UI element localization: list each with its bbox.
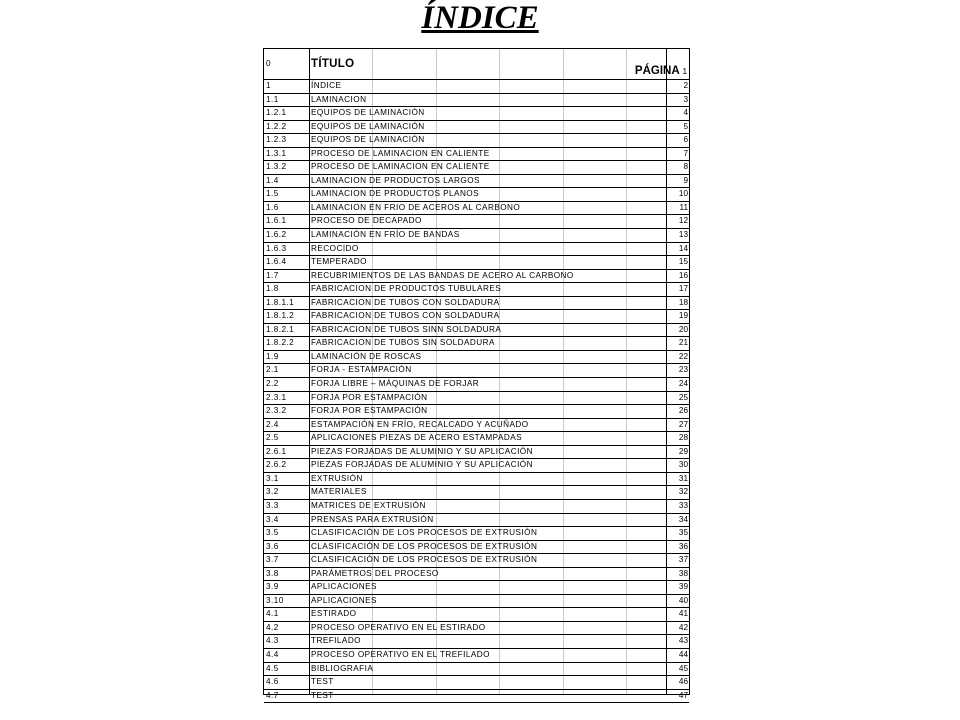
row-number: 1.6.4 — [264, 256, 309, 270]
table-row — [264, 296, 689, 310]
row-number: 1.6.1 — [264, 215, 309, 229]
row-title: TEST — [309, 676, 666, 690]
row-page: 42 — [666, 621, 689, 635]
table-row — [264, 499, 689, 513]
row-number: 1.6.2 — [264, 229, 309, 243]
header-page-cell — [634, 49, 689, 80]
row-page: 4 — [666, 107, 689, 121]
row-number: 1.8 — [264, 283, 309, 297]
table-row — [264, 283, 689, 297]
table-row — [264, 269, 689, 283]
row-page: 27 — [666, 418, 689, 432]
table-row — [264, 134, 689, 148]
row-number: 1.6 — [264, 201, 309, 215]
table-row — [264, 391, 689, 405]
row-page: 2 — [666, 80, 689, 94]
row-title: EQUIPOS DE LAMINACIÓN — [309, 120, 666, 134]
row-title: PROCESO DE LAMINACION EN CALIENTE — [309, 147, 666, 161]
table-row — [264, 581, 689, 595]
row-number: 3.6 — [264, 540, 309, 554]
row-number: 1.3.2 — [264, 161, 309, 175]
page-title: ÍNDICE — [421, 0, 539, 36]
row-title: ÍNDICE — [309, 80, 666, 94]
row-number: 2.5 — [264, 432, 309, 446]
row-page: 21 — [666, 337, 689, 351]
table-row — [264, 418, 689, 432]
row-title: EXTRUSIÓN — [309, 472, 666, 486]
table-row — [264, 215, 689, 229]
table-row — [264, 567, 689, 581]
row-title: LAMINACIÓN EN FRÍO DE BANDAS — [309, 229, 666, 243]
table-row — [264, 188, 689, 202]
table-row — [264, 432, 689, 446]
row-number: 3.3 — [264, 499, 309, 513]
row-number: 2.4 — [264, 418, 309, 432]
row-title: FORJA POR ESTAMPACIÓN — [309, 405, 666, 419]
row-page: 29 — [666, 445, 689, 459]
row-number: 4.7 — [264, 689, 309, 703]
table-row — [264, 472, 689, 486]
table-row — [264, 242, 689, 256]
row-title: PROCESO OPERATIVO EN EL TREFILADO — [309, 648, 666, 662]
row-title: TEMPERADO — [309, 256, 666, 270]
row-page: 41 — [666, 608, 689, 622]
row-number: 3.1 — [264, 472, 309, 486]
table-row — [264, 174, 689, 188]
header-title: TÍTULO — [309, 49, 666, 80]
row-number: 1.2.1 — [264, 107, 309, 121]
row-page: 9 — [666, 174, 689, 188]
row-number: 3.4 — [264, 513, 309, 527]
header-page-number: 1 — [682, 67, 687, 76]
row-title: CLASIFICACIÓN DE LOS PROCESOS DE EXTRUSIÓN — [309, 554, 666, 568]
row-number: 4.3 — [264, 635, 309, 649]
table-row — [264, 337, 689, 351]
row-page: 17 — [666, 283, 689, 297]
row-page: 12 — [666, 215, 689, 229]
table-row — [264, 648, 689, 662]
row-page: 36 — [666, 540, 689, 554]
row-title: FORJA - ESTAMPACIÓN — [309, 364, 666, 378]
row-page: 15 — [666, 256, 689, 270]
row-number: 1.6.3 — [264, 242, 309, 256]
row-title: CLASIFICACIÓN DE LOS PROCESOS DE EXTRUSIÓN — [309, 527, 666, 541]
row-title: FABRICACION DE TUBOS SIN SOLDADURA — [309, 337, 666, 351]
row-page: 31 — [666, 472, 689, 486]
row-page: 18 — [666, 296, 689, 310]
row-title: MATERIALES — [309, 486, 666, 500]
row-title: PROCESO DE LAMINACION EN CALIENTE — [309, 161, 666, 175]
row-number: 2.3.2 — [264, 405, 309, 419]
table-row — [264, 676, 689, 690]
row-page: 33 — [666, 499, 689, 513]
row-number: 1.7 — [264, 269, 309, 283]
row-title: ESTAMPACIÓN EN FRÍO, RECALCADO Y ACUÑADO — [309, 418, 666, 432]
row-number: 2.2 — [264, 378, 309, 392]
row-title: FORJA POR ESTAMPACIÓN — [309, 391, 666, 405]
row-title: ESTIRADO — [309, 608, 666, 622]
row-page: 46 — [666, 676, 689, 690]
row-page: 35 — [666, 527, 689, 541]
table-row — [264, 486, 689, 500]
table-row — [264, 445, 689, 459]
row-title: APLICACIONES — [309, 581, 666, 595]
row-number: 1.8.2.2 — [264, 337, 309, 351]
row-page: 22 — [666, 350, 689, 364]
row-page: 32 — [666, 486, 689, 500]
table-row — [264, 635, 689, 649]
table-row — [264, 310, 689, 324]
row-title: TEST — [309, 689, 666, 703]
row-title: PIEZAS FORJADAS DE ALUMINIO Y SU APLICACIÓN — [309, 445, 666, 459]
table-row — [264, 323, 689, 337]
row-page: 25 — [666, 391, 689, 405]
row-number: 3.2 — [264, 486, 309, 500]
row-title: CLASIFICACIÓN DE LOS PROCESOS DE EXTRUSIÓN — [309, 540, 666, 554]
row-title: EQUIPOS DE LAMINACIÓN — [309, 134, 666, 148]
row-page: 39 — [666, 581, 689, 595]
table-row — [264, 594, 689, 608]
row-page: 3 — [666, 93, 689, 107]
table-row — [264, 540, 689, 554]
row-title: FABRICACION DE TUBOS CON SOLDADURA — [309, 310, 666, 324]
row-page: 19 — [666, 310, 689, 324]
row-number: 2.3.1 — [264, 391, 309, 405]
row-page: 6 — [666, 134, 689, 148]
table-row — [264, 80, 689, 94]
row-title: PROCESO DE DECAPADO — [309, 215, 666, 229]
row-title: BIBLIOGRAFIA — [309, 662, 666, 676]
table-row — [264, 256, 689, 270]
row-number: 3.5 — [264, 527, 309, 541]
table-row — [264, 378, 689, 392]
row-page: 38 — [666, 567, 689, 581]
table-row — [264, 527, 689, 541]
row-title: EQUIPOS DE LAMINACIÓN — [309, 107, 666, 121]
row-page: 13 — [666, 229, 689, 243]
row-title: MATRICES DE EXTRUSIÓN — [309, 499, 666, 513]
row-number: 1.8.2.1 — [264, 323, 309, 337]
row-page: 40 — [666, 594, 689, 608]
row-title: LAMINACION DE PRODUCTOS PLANOS — [309, 188, 666, 202]
row-number: 4.4 — [264, 648, 309, 662]
header-number: 0 — [264, 49, 309, 80]
table-row — [264, 513, 689, 527]
table-row — [264, 405, 689, 419]
row-number: 4.5 — [264, 662, 309, 676]
row-number: 1.2.3 — [264, 134, 309, 148]
row-number: 1.3.1 — [264, 147, 309, 161]
row-number: 2.1 — [264, 364, 309, 378]
row-page: 11 — [666, 201, 689, 215]
table-row — [264, 608, 689, 622]
row-title: PROCESO OPERATIVO EN EL ESTIRADO — [309, 621, 666, 635]
row-page: 45 — [666, 662, 689, 676]
table-row — [264, 229, 689, 243]
row-number: 3.8 — [264, 567, 309, 581]
row-page: 8 — [666, 161, 689, 175]
row-page: 28 — [666, 432, 689, 446]
row-title: APLICACIONES PIEZAS DE ACERO ESTAMPADAS — [309, 432, 666, 446]
row-title: RECOCIDO — [309, 242, 666, 256]
row-number: 4.2 — [264, 621, 309, 635]
table-row — [264, 161, 689, 175]
row-number: 1.1 — [264, 93, 309, 107]
row-number: 1.2.2 — [264, 120, 309, 134]
table-row — [264, 459, 689, 473]
row-title: PARÁMETROS DEL PROCESO — [309, 567, 666, 581]
row-page: 16 — [666, 269, 689, 283]
row-page: 23 — [666, 364, 689, 378]
row-title: APLICACIONES — [309, 594, 666, 608]
row-title: PRENSAS PARA EXTRUSIÓN — [309, 513, 666, 527]
row-title: RECUBRIMIENTOS DE LAS BANDAS DE ACERO AL CARBONO — [309, 269, 666, 283]
table-row — [264, 662, 689, 676]
row-page: 5 — [666, 120, 689, 134]
row-title: FABRICACION DE PRODUCTOS TUBULARES — [309, 283, 666, 297]
index-table — [263, 48, 690, 700]
row-number: 3.10 — [264, 594, 309, 608]
row-title: FABRICACION DE TUBOS CON SOLDADURA — [309, 296, 666, 310]
row-page: 47 — [666, 689, 689, 703]
row-title: LAMINACION — [309, 93, 666, 107]
table-row — [264, 364, 689, 378]
row-title: PIEZAS FORJADAS DE ALUMINIO Y SU APLICACIÓN — [309, 459, 666, 473]
row-page: 26 — [666, 405, 689, 419]
row-number: 4.6 — [264, 676, 309, 690]
row-title: FORJA LIBRE – MÁQUINAS DE FORJAR — [309, 378, 666, 392]
row-number: 1.8.1.1 — [264, 296, 309, 310]
row-number: 1 — [264, 80, 309, 94]
row-title: FABRICACION DE TUBOS SINN SOLDADURA — [309, 323, 666, 337]
table-header-row — [264, 49, 689, 80]
table-row — [264, 689, 689, 703]
row-number: 3.9 — [264, 581, 309, 595]
row-number: 4.1 — [264, 608, 309, 622]
row-page: 34 — [666, 513, 689, 527]
row-page: 14 — [666, 242, 689, 256]
row-page: 37 — [666, 554, 689, 568]
table-row — [264, 120, 689, 134]
row-number: 1.4 — [264, 174, 309, 188]
row-title: LAMINACION EN FRIO DE ACEROS AL CARBONO — [309, 201, 666, 215]
row-page: 7 — [666, 147, 689, 161]
row-page: 43 — [666, 635, 689, 649]
table-row — [264, 554, 689, 568]
table-row — [264, 201, 689, 215]
row-title: TREFILADO — [309, 635, 666, 649]
table-row — [264, 93, 689, 107]
row-title: LAMINACION DE PRODUCTOS LARGOS — [309, 174, 666, 188]
header-page-label: PÁGINA — [634, 65, 680, 77]
table-row — [264, 107, 689, 121]
row-page: 44 — [666, 648, 689, 662]
row-number: 2.6.1 — [264, 445, 309, 459]
row-number: 1.9 — [264, 350, 309, 364]
row-number: 1.8.1.2 — [264, 310, 309, 324]
row-number: 1.5 — [264, 188, 309, 202]
table-row — [264, 147, 689, 161]
table-row — [264, 621, 689, 635]
row-number: 3.7 — [264, 554, 309, 568]
table-row — [264, 350, 689, 364]
row-title: LAMINACIÓN DE ROSCAS — [309, 350, 666, 364]
row-page: 10 — [666, 188, 689, 202]
row-page: 30 — [666, 459, 689, 473]
row-page: 24 — [666, 378, 689, 392]
row-number: 2.6.2 — [264, 459, 309, 473]
row-page: 20 — [666, 323, 689, 337]
